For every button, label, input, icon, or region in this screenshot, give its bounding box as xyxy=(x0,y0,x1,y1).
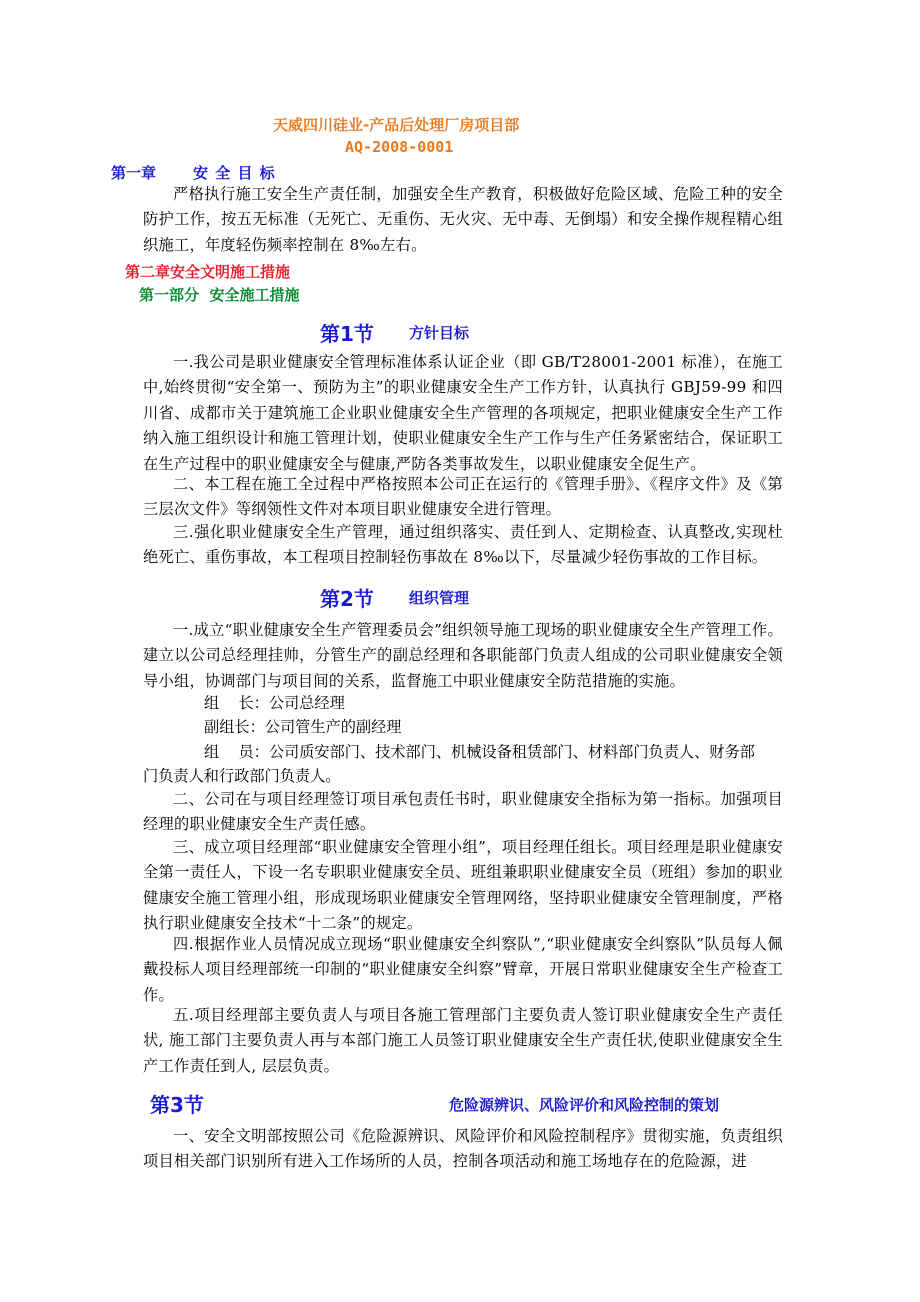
section1-title: 方针目标 xyxy=(409,324,470,342)
document-title: 天威四川硅业-产品后处理厂房项目部 xyxy=(273,116,520,134)
section2-paragraph: 一.成立“职业健康安全生产管理委员会”组织领导施工现场的职业健康安全生产管理工作。建立以公司总经理挂帅，分管生产的副总经理和各职能部门负责人组成的公司职业健康安全领导小组，协调部门与项目间的关系，监督施工中职业健康安全防范措施的实施。 xyxy=(143,621,783,690)
section1-paragraph: 二、本工程在施工全过程中严格按照本公司正在运行的《管理手册》、《程序文件》及《第三层次文件》等纲领性文件对本项目职业健康安全进行管理。 xyxy=(143,475,783,519)
group-leader: 组 长：公司总经理 xyxy=(204,694,345,712)
section2-title: 组织管理 xyxy=(409,589,470,607)
chapter2-title: 第二章安全文明施工措施 xyxy=(125,263,291,281)
section1-paragraph: 一.我公司是职业健康安全管理标准体系认证企业（即 GB/T28001-2001 标准），在施工中,始终贯彻“安全第一、预防为主”的职业健康安全生产工作方针，认真执行 GBJ59-99 和四川省、成都市关于建筑施工企业职业健康安全生产管理的各项规定，把职业健康安全生产工作纳入施工组织设计和施工管理计划，使职业健康安全生产工作与生产任务紧密结合，保证职工在生产过程中的职业健康安全与健康,严防各类事故发生，以职业健康安全促生产。 xyxy=(143,353,783,473)
section2-number: 第2节 xyxy=(320,587,374,611)
section2-paragraph: 三、成立项目经理部“职业健康安全管理小组”，项目经理任组长。项目经理是职业健康安全第一责任人，下设一名专职职业健康安全员、班组兼职职业健康安全员（班组）参加的职业健康安全施工管理小组，形成现场职业健康安全管理网络，坚持职业健康安全管理制度，严格执行职业健康安全技术“十二条”的规定。 xyxy=(143,838,783,933)
chapter1-label: 第一章 xyxy=(111,164,157,182)
section2-paragraph: 二、公司在与项目经理签订项目承包责任书时，职业健康安全指标为第一指标。加强项目经理的职业健康安全生产责任感。 xyxy=(143,790,783,834)
section3-paragraph: 一、安全文明部按照公司《危险源辨识、风险评价和风险控制程序》贯彻实施，负责组织项目相关部门识别所有进入工作场所的人员，控制各项活动和施工场地存在的危险源，进 xyxy=(143,1127,783,1171)
part1-title: 第一部分 安全施工措施 xyxy=(139,286,300,304)
group-deputy: 副组长：公司管生产的副经理 xyxy=(204,718,402,736)
chapter1-body: 严格执行施工安全生产责任制，加强安全生产教育，积极做好危险区域、危险工种的安全防护工作，按五无标准（无死亡、无重伤、无火灾、无中毒、无倒塌）和安全操作规程精心组织施工，年度轻伤频率控制在 8‰左右。 xyxy=(143,185,783,254)
chapter1-title: 安 全 目 标 xyxy=(193,164,276,182)
document-code: AQ-2008-0001 xyxy=(345,138,454,156)
section1-paragraph: 三.强化职业健康安全生产管理，通过组织落实、责任到人、定期检查、认真整改,实现杜绝死亡、重伤事故，本工程项目控制轻伤事故在 8‰以下，尽量减少轻伤事故的工作目标。 xyxy=(143,523,783,567)
section2-paragraph: 四.根据作业人员情况成立现场“职业健康安全纠察队”,“职业健康安全纠察队”队员每人佩戴投标人项目经理部统一印制的“职业健康安全纠察”臂章，开展日常职业健康安全生产检查工作。 xyxy=(143,935,783,1004)
section3-number: 第3节 xyxy=(150,1093,204,1117)
group-members: 组 员：公司质安部门、技术部门、机械设备租赁部门、材料部门负责人、财务部 xyxy=(204,743,755,761)
section1-number: 第1节 xyxy=(320,322,374,346)
section2-paragraph: 五.项目经理部主要负责人与项目各施工管理部门主要负责人签订职业健康安全生产责任状, 施工部门主要负责人再与本部门施工人员签订职业健康安全生产责任状,使职业健康安全生产工作责任到人, 层层负责。 xyxy=(143,1006,783,1075)
section3-title: 危险源辨识、风险评价和风险控制的策划 xyxy=(449,1096,720,1114)
group-members-cont: 门负责人和行政部门负责人。 xyxy=(143,767,341,785)
